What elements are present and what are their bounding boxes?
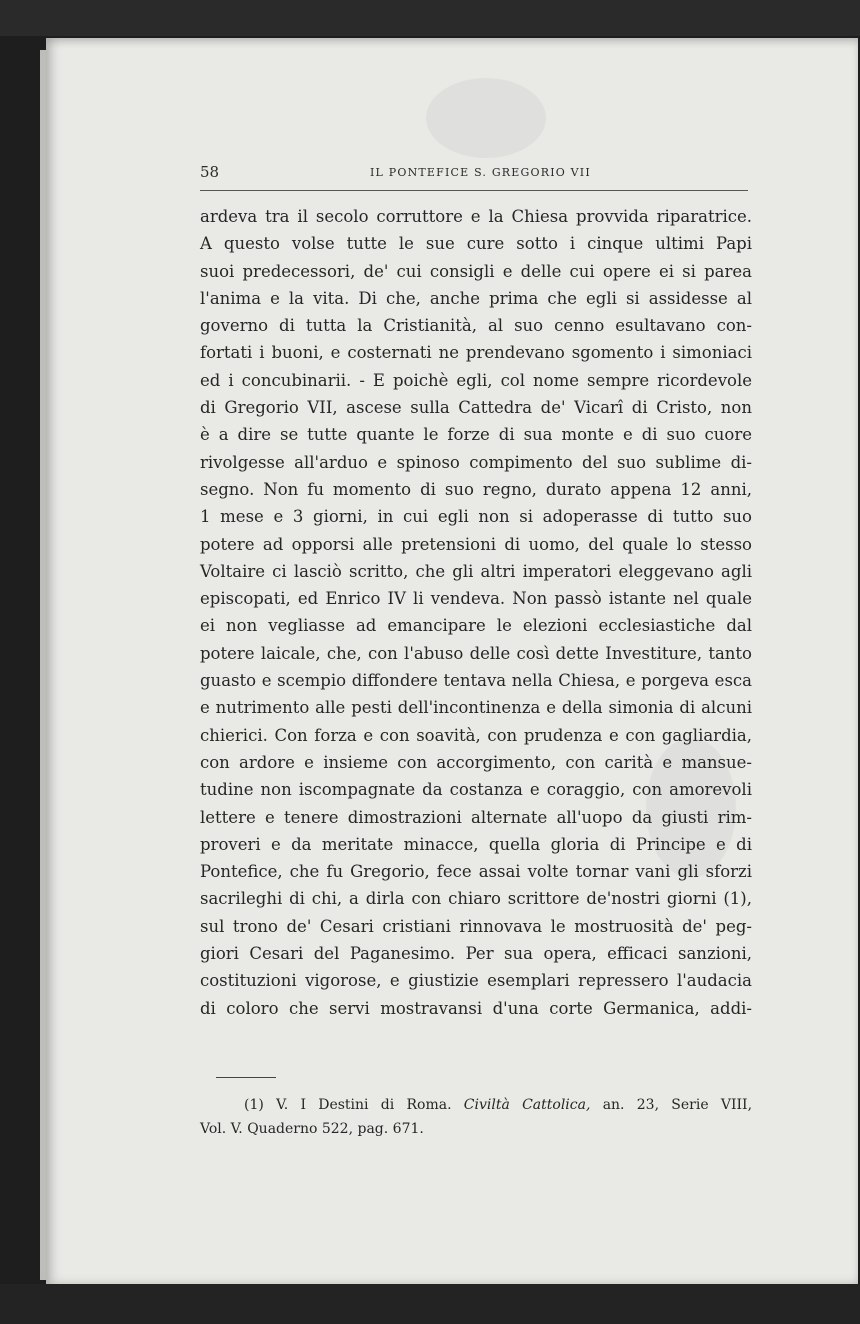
text-line: A questo volse tutte le sue cure sotto i cinque ultimi Papi xyxy=(200,234,752,254)
paper-stain xyxy=(426,78,546,158)
text-line: ed i concubinarii. - E poichè egli, col nome sempre ricordevole xyxy=(200,370,752,390)
footnotes xyxy=(200,1093,752,1141)
text-line: sacrileghi di chi, a dirla con chiaro scrittore de'nostri giorni (1), xyxy=(200,889,752,909)
text-line: giori Cesari del Paganesimo. Per sua opera, efficaci sanzioni, xyxy=(200,944,752,964)
footnote-line: Vol. V. Quaderno 522, pag. 671. xyxy=(200,1121,424,1137)
running-title: IL PONTEFICE S. GREGORIO VII xyxy=(370,166,591,179)
text-line: segno. Non fu momento di suo regno, durato appena 12 anni, xyxy=(200,479,752,499)
text-line: rivolgesse all'arduo e spinoso compimento del suo sublime di- xyxy=(200,452,752,472)
text-line: e nutrimento alle pesti dell'incontinenza e della simonia di alcuni xyxy=(200,698,752,718)
text-line: tudine non iscompagnate da costanza e coraggio, con amorevoli xyxy=(200,780,752,800)
scan-top-border xyxy=(0,0,860,36)
text-line: ei non vegliasse ad emancipare le elezioni ecclesiastiche dal xyxy=(200,616,752,636)
text-line: lettere e tenere dimostrazioni alternate all'uopo da giusti rim- xyxy=(200,807,752,827)
text-line: potere ad opporsi alle pretensioni di uomo, del quale lo stesso xyxy=(200,534,752,554)
text-line: potere laicale, che, con l'abuso delle così dette Investiture, tanto xyxy=(200,643,752,663)
text-line: fortati i buoni, e costernati ne prendevano sgomento i simoniaci xyxy=(200,343,752,363)
footnote-journal: Civiltà Cattolica, xyxy=(463,1097,591,1113)
text-line: è a dire se tutte quante le forze di sua monte e di suo cuore xyxy=(200,425,752,445)
footnote-citation-rest: an. 23, Serie VIII, xyxy=(602,1097,753,1113)
text-line: governo di tutta la Cristianità, al suo cenno esultavano con- xyxy=(200,316,752,336)
body-text xyxy=(200,203,752,1022)
text-line: costituzioni vigorose, e giustizie esemplari repressero l'audacia xyxy=(200,971,752,991)
text-line: sul trono de' Cesari cristiani rinnovava le mostruosità de' peg- xyxy=(200,916,752,936)
footnote-line xyxy=(200,1093,752,1117)
text-line: di coloro che servi mostravansi d'una corte Germanica, addi- xyxy=(200,998,752,1018)
text-line: l'anima e la vita. Di che, anche prima che egli si assidesse al xyxy=(200,288,752,308)
footnote-citation: (1) V. I Destini di Roma. xyxy=(244,1097,452,1113)
text-line: con ardore e insieme con accorgimento, con carità e mansue- xyxy=(200,752,752,772)
text-line: Pontefice, che fu Gregorio, fece assai volte tornar vani gli sforzi xyxy=(200,862,752,882)
text-line: chierici. Con forza e con soavità, con prudenza e con gagliardia, xyxy=(200,725,752,745)
page-number: 58 xyxy=(200,163,220,181)
header-rule xyxy=(200,190,748,191)
text-line: guasto e scempio diffondere tentava nella Chiesa, e porgeva esca xyxy=(200,671,752,691)
scan-bottom-border xyxy=(0,1284,860,1324)
footnote-rule xyxy=(216,1077,276,1078)
text-line: ardeva tra il secolo corruttore e la Chiesa provvida riparatrice. xyxy=(200,207,752,226)
text-line: Voltaire ci lasciò scritto, che gli altri imperatori eleggevano agli xyxy=(200,561,752,581)
text-line: suoi predecessori, de' cui consigli e delle cui opere ei si parea xyxy=(200,261,752,281)
text-line: 1 mese e 3 giorni, in cui egli non si adoperasse di tutto suo xyxy=(200,507,752,527)
running-header xyxy=(200,163,748,185)
text-line: proveri e da meritate minacce, quella gloria di Principe e di xyxy=(200,834,752,854)
text-line: di Gregorio VII, ascese sulla Cattedra de' Vicarî di Cristo, non xyxy=(200,398,752,418)
text-line: episcopati, ed Enrico IV li vendeva. Non passò istante nel quale xyxy=(200,589,752,609)
